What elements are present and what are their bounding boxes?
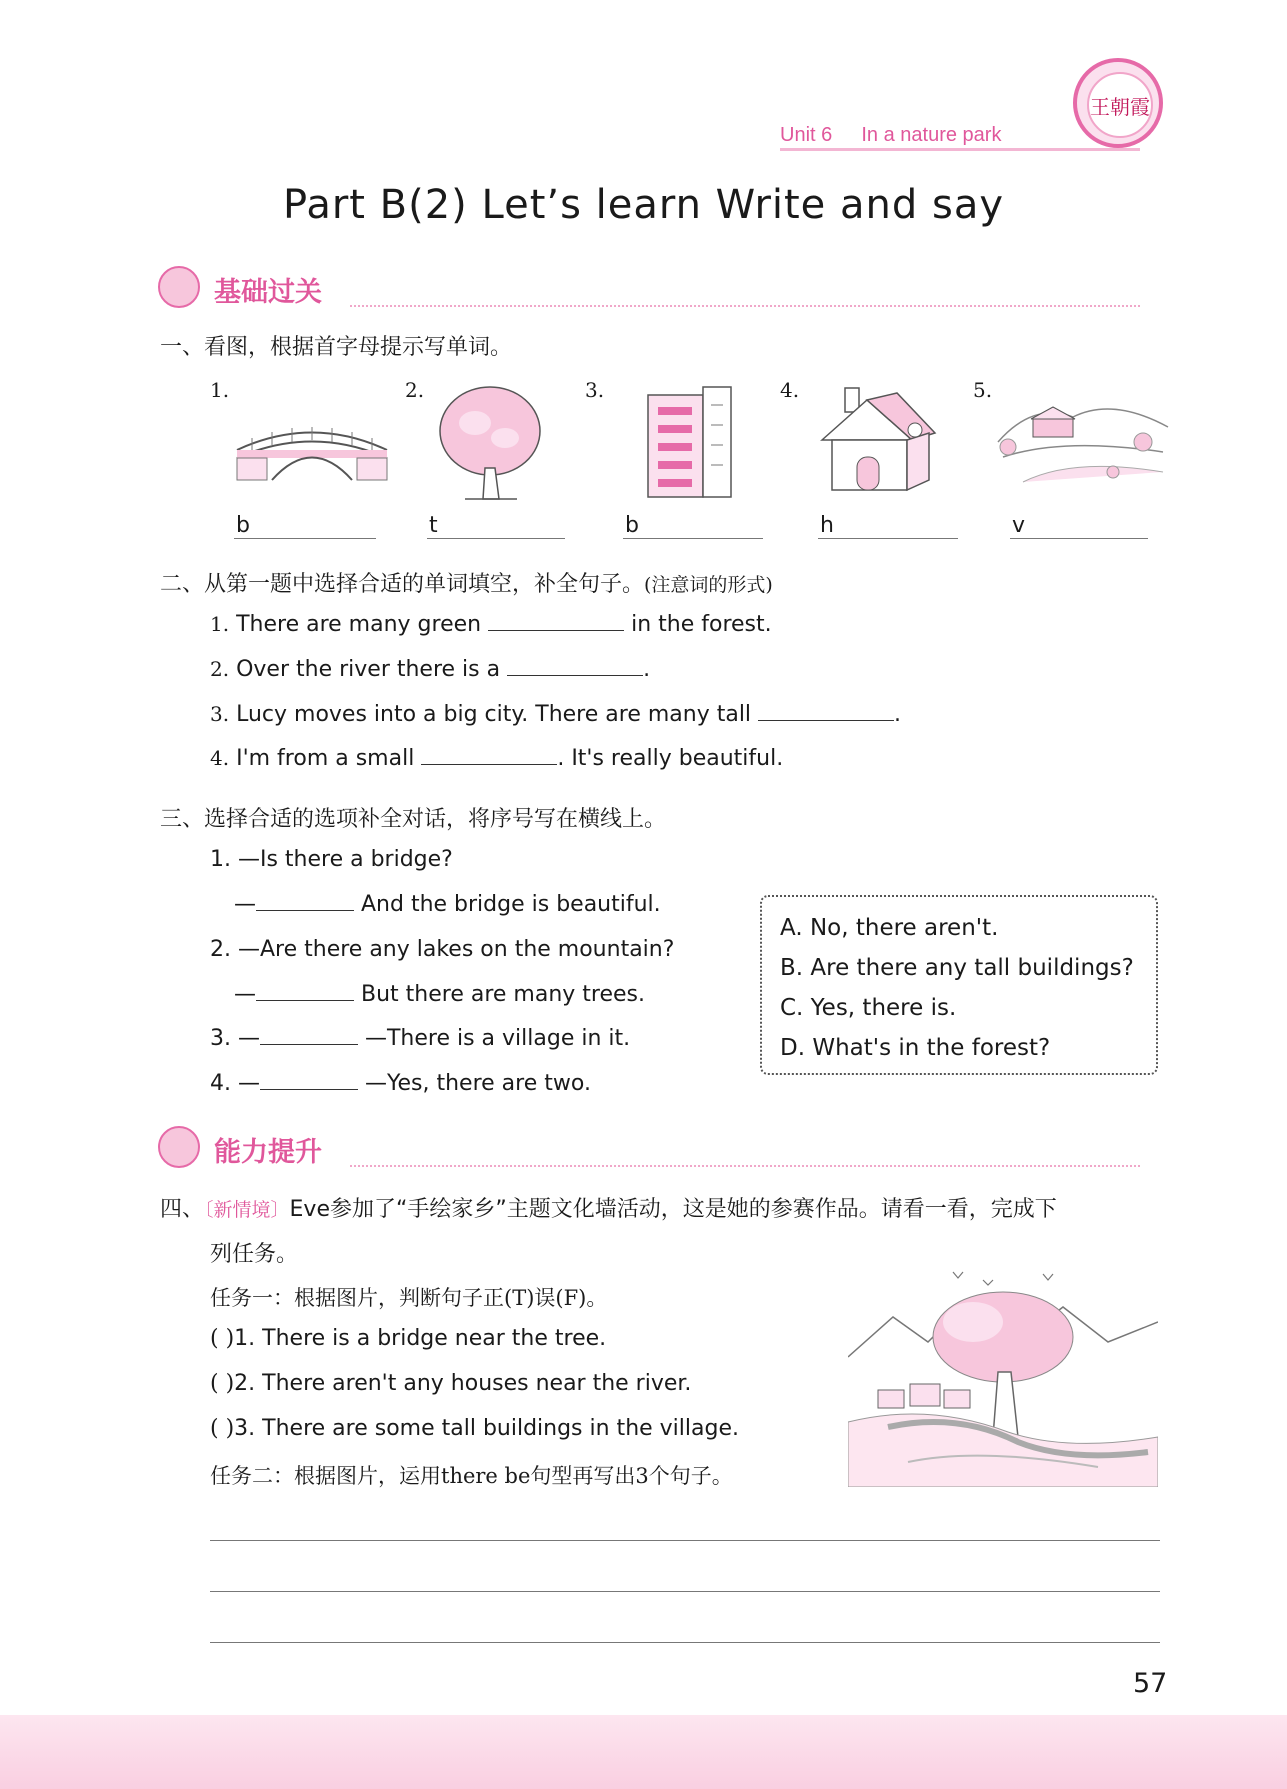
dialogue-line (234, 892, 661, 917)
tf-statement (210, 1326, 606, 1351)
q1-item-number: 3. (585, 378, 605, 402)
girl-icon (158, 266, 200, 308)
answer-blank[interactable] (234, 538, 376, 539)
answer-blank[interactable] (758, 720, 894, 721)
q1-item-number: 5. (973, 378, 993, 402)
girl-icon (158, 1126, 200, 1168)
q1-heading: 一、看图，根据首字母提示写单词。 (160, 335, 513, 360)
writing-line[interactable] (210, 1642, 1160, 1643)
dialogue-line (234, 982, 645, 1007)
sentence-after: . It's really beautiful. (557, 746, 784, 771)
answer-blank[interactable] (427, 538, 565, 539)
option-b: B. Are there any tall buildings? (780, 955, 1134, 981)
statement-text: 1. There is a bridge near the tree. (234, 1326, 607, 1351)
dash: 4. — (210, 1071, 260, 1096)
answer-blank[interactable] (260, 1089, 358, 1090)
answer-blank[interactable] (818, 538, 958, 539)
section-title: 能力提升 (214, 1137, 322, 1168)
answer-paren[interactable]: ( ) (210, 1371, 235, 1396)
q3-heading: 三、选择合适的选项补全对话，将序号写在横线上。 (160, 807, 667, 832)
sentence-before: I'm from a small (236, 746, 415, 771)
answer-blank[interactable] (1010, 538, 1148, 539)
item-number: 3. (210, 702, 230, 726)
answer-blank[interactable] (256, 910, 354, 911)
building-icon (643, 385, 735, 500)
bridge-icon (232, 420, 392, 485)
footer-band (0, 1715, 1287, 1789)
writing-line[interactable] (210, 1540, 1160, 1541)
dash: — (234, 892, 256, 917)
unit-number: Unit 6 (780, 124, 833, 146)
dialogue-line (210, 1026, 630, 1051)
sentence-after: . (894, 702, 902, 727)
dialogue-text: And the bridge is beautiful. (361, 892, 661, 917)
answer-blank[interactable] (488, 630, 624, 631)
q2-heading (160, 567, 773, 598)
answer-blank[interactable] (260, 1044, 358, 1045)
tf-statement (210, 1371, 691, 1396)
q4-text: Eve参加了“手绘家乡”主题文化墙活动，这是她的参赛作品。请看一看，完成下 (289, 1197, 1057, 1222)
unit-title: In a nature park (861, 124, 1002, 146)
village-icon (993, 397, 1173, 487)
unit-header (780, 124, 1001, 147)
answer-blank[interactable] (507, 675, 643, 676)
dialogue-text: But there are many trees. (361, 982, 646, 1007)
options-box (760, 895, 1158, 1075)
publisher-logo (1073, 58, 1163, 148)
tree-icon (435, 383, 545, 501)
section-divider (350, 305, 1140, 307)
q1-item-number: 4. (780, 378, 800, 402)
answer-paren[interactable]: ( ) (210, 1416, 235, 1441)
option-a: A. No, there aren't. (780, 915, 999, 941)
sentence-before: Lucy moves into a big city. There are many tall (236, 702, 752, 727)
hometown-drawing (848, 1262, 1158, 1487)
task1-heading: 任务一：根据图片，判断句子正(T)误(F)。 (210, 1286, 608, 1310)
q4-number: 四、 (160, 1197, 205, 1222)
section-divider (350, 1165, 1140, 1167)
tf-statement (210, 1416, 739, 1441)
page-title: Part B(2) Let’s learn Write and say (283, 182, 1004, 228)
writing-line[interactable] (210, 1591, 1160, 1592)
answer-blank[interactable] (256, 1000, 354, 1001)
house-icon (817, 385, 937, 495)
statement-text: 2. There aren't any houses near the river. (234, 1371, 692, 1396)
dialogue-text: —Yes, there are two. (364, 1071, 591, 1096)
new-context-tag: 〔新情境〕 (204, 1199, 290, 1221)
header-rule (780, 148, 1140, 151)
q1-hint-letter: t (429, 513, 438, 538)
sentence-after: in the forest. (631, 612, 772, 637)
q2-note: (注意词的形式) (644, 574, 773, 596)
logo-text: 王朝霞 (1087, 72, 1153, 138)
sentence-after: . (643, 657, 651, 682)
q4-intro-cont: 列任务。 (210, 1242, 299, 1267)
q1-hint-letter: b (236, 513, 250, 538)
answer-blank[interactable] (421, 764, 557, 765)
q1-hint-letter: v (1012, 513, 1026, 538)
q1-hint-letter: h (820, 513, 834, 538)
q2-heading-text: 二、从第一题中选择合适的单词填空，补全句子。 (160, 572, 645, 597)
page-number: 57 (1133, 1668, 1168, 1699)
q2-item (210, 657, 650, 682)
option-d: D. What's in the forest? (780, 1035, 1051, 1061)
dialogue-line: 2. —Are there any lakes on the mountain? (210, 937, 675, 962)
option-c: C. Yes, there is. (780, 995, 957, 1021)
dash: 3. — (210, 1026, 260, 1051)
answer-blank[interactable] (623, 538, 763, 539)
dialogue-line (210, 1071, 591, 1096)
q2-item (210, 702, 901, 727)
q1-item-number: 2. (405, 378, 425, 402)
dash: — (234, 982, 256, 1007)
q4-intro (160, 1192, 1057, 1223)
statement-text: 3. There are some tall buildings in the village. (234, 1416, 739, 1441)
q2-item (210, 746, 783, 771)
q1-hint-letter: b (625, 513, 639, 538)
answer-paren[interactable]: ( ) (210, 1326, 235, 1351)
task2-heading: 任务二：根据图片，运用there be句型再写出3个句子。 (210, 1464, 733, 1488)
q1-item-number: 1. (210, 378, 230, 402)
item-number: 4. (210, 746, 230, 770)
sentence-before: Over the river there is a (236, 657, 501, 682)
dialogue-text: —There is a village in it. (364, 1026, 631, 1051)
dialogue-line: 1. —Is there a bridge? (210, 847, 453, 872)
item-number: 2. (210, 657, 230, 681)
q2-item (210, 612, 772, 637)
section-title: 基础过关 (214, 277, 322, 308)
sentence-before: There are many green (236, 612, 482, 637)
item-number: 1. (210, 612, 230, 636)
